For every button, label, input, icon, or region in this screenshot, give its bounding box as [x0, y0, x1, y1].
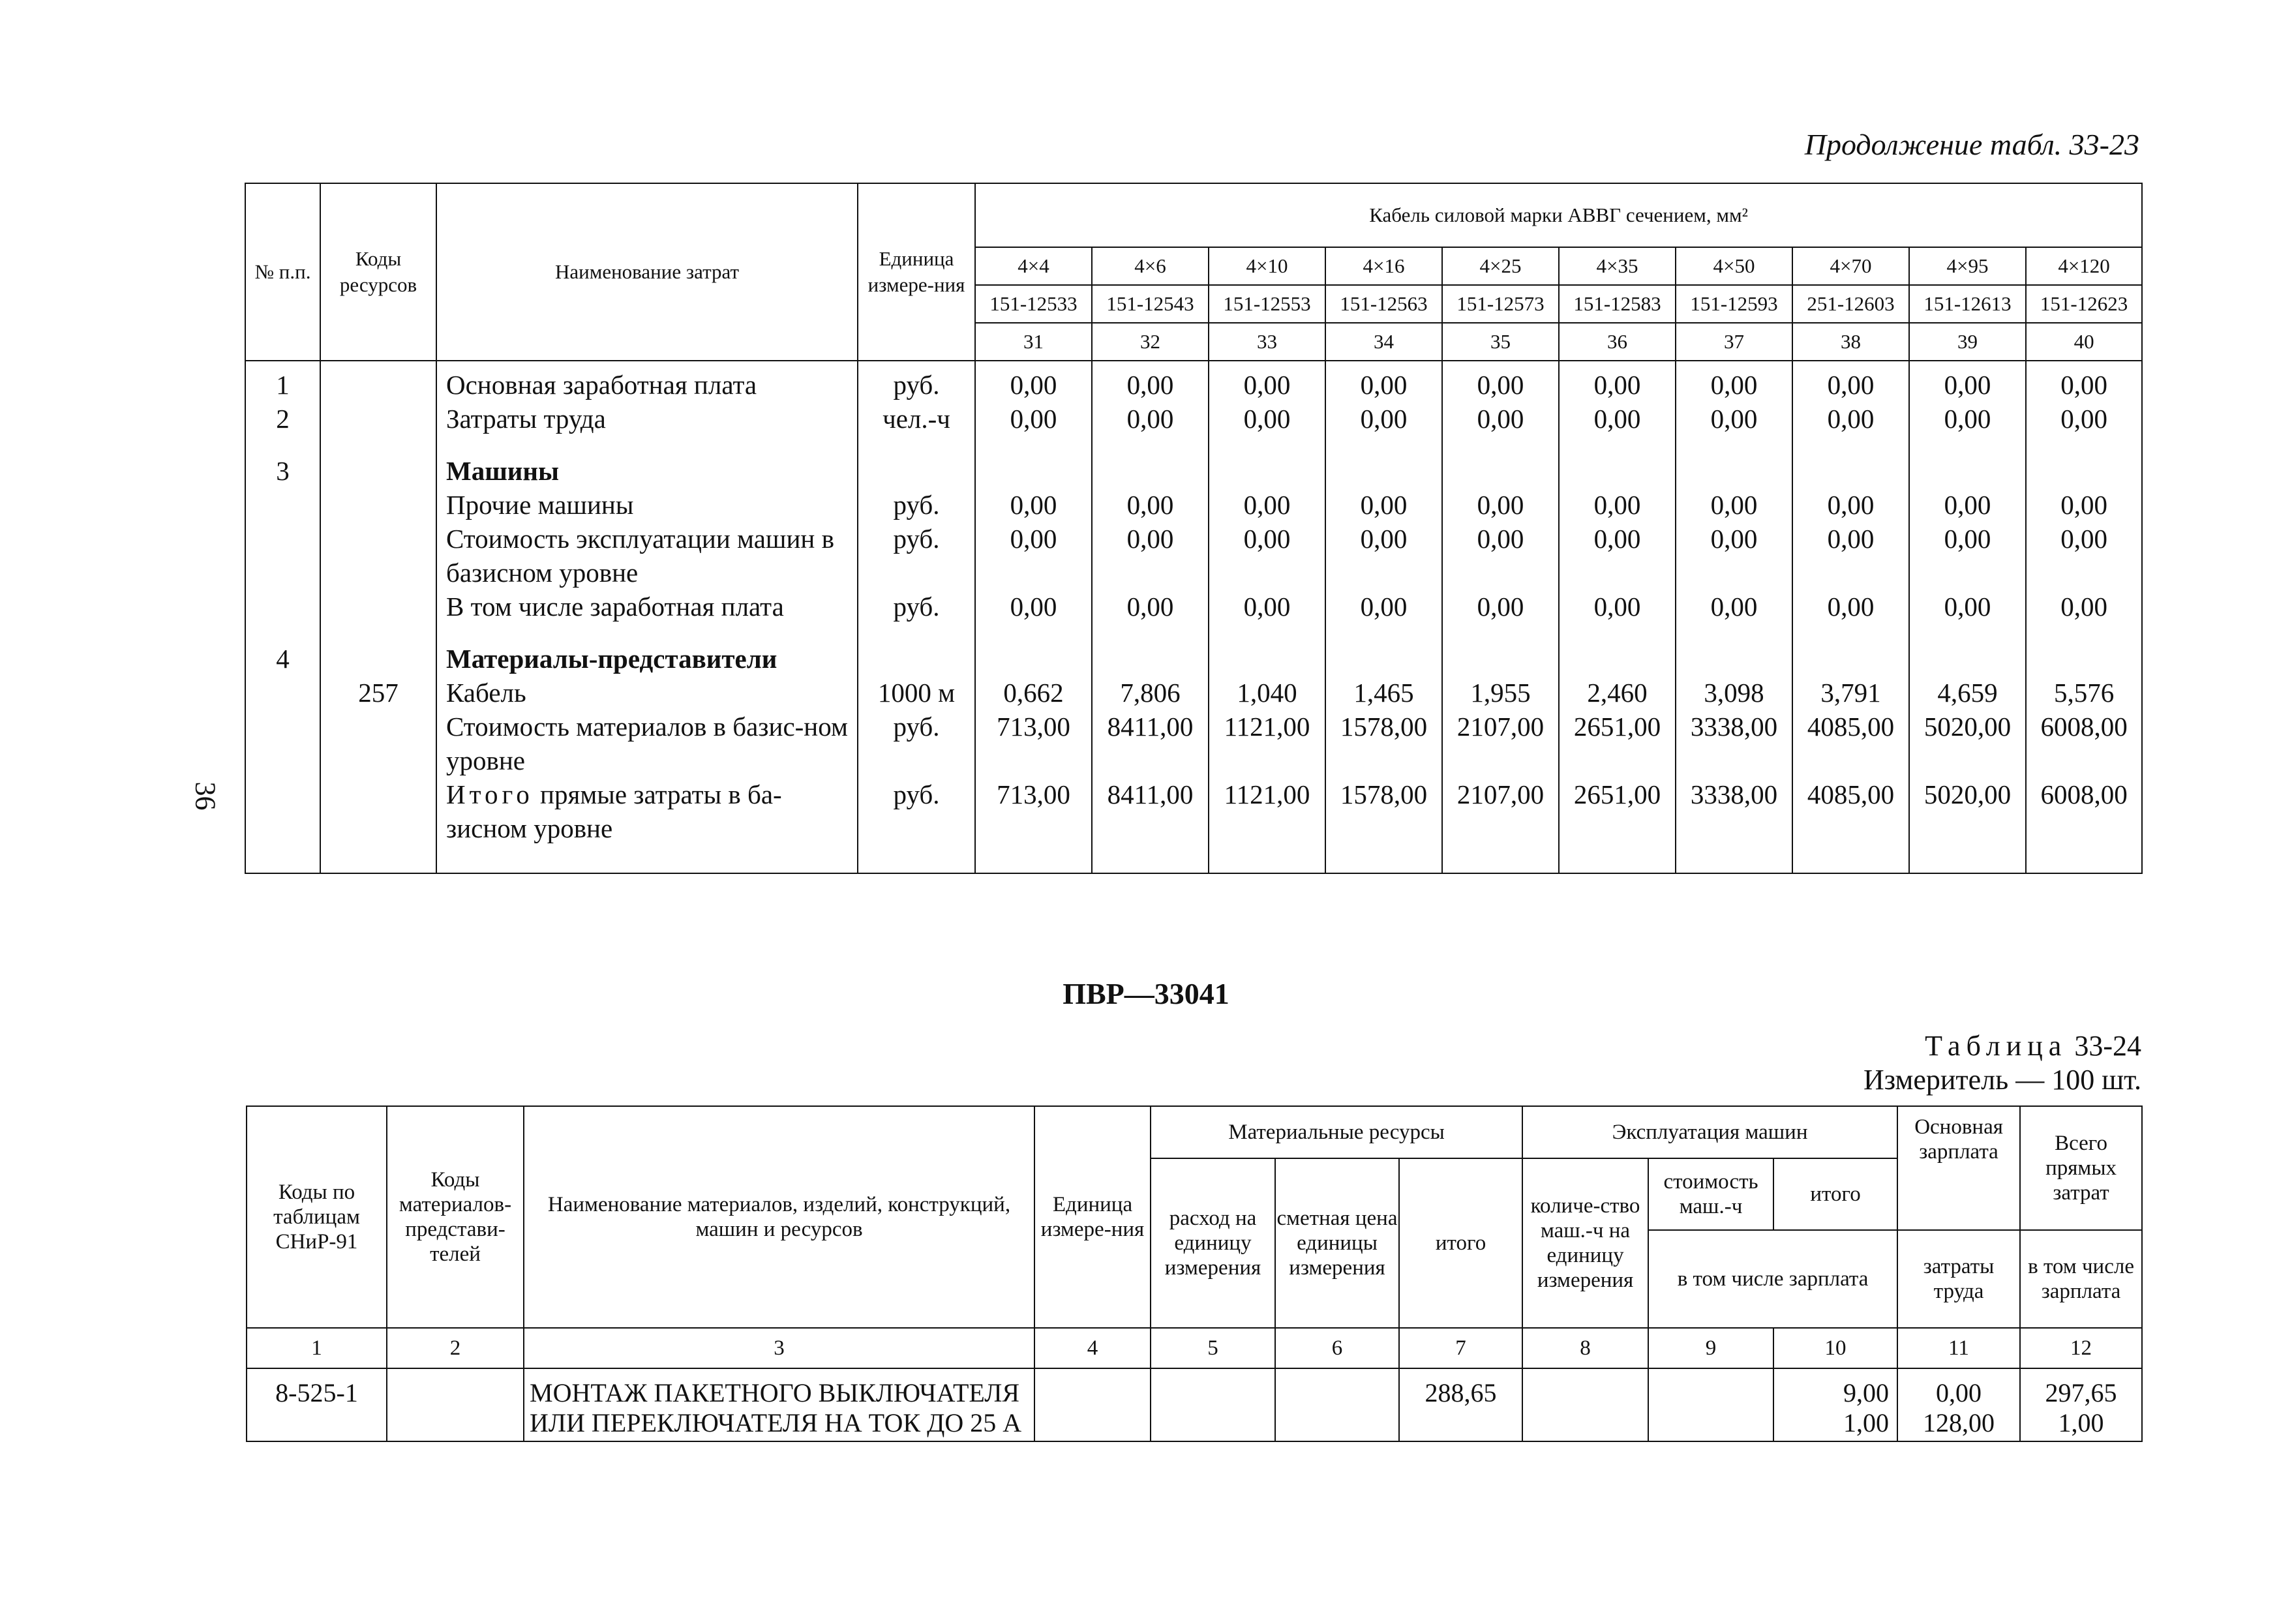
row-resource-code: 257 — [320, 676, 436, 710]
row-value: 0,00 — [1442, 522, 1559, 590]
column-number: 33 — [1209, 323, 1325, 361]
row-value: 0,662 — [975, 676, 1092, 710]
row-name-line1: МОНТАЖ ПАКЕТНОГО ВЫКЛЮЧАТЕЛЯ — [530, 1378, 1020, 1407]
row-value — [1909, 624, 2026, 676]
row-value — [1559, 624, 1676, 676]
row-value: 2107,00 — [1442, 777, 1559, 873]
row-value: 0,00 — [1442, 488, 1559, 522]
column-number: 7 — [1399, 1328, 1522, 1368]
table-row — [245, 402, 2142, 436]
column-number: 11 — [1897, 1328, 2020, 1368]
row-machine-total: 9,00 — [1843, 1378, 1890, 1407]
row-value: 2,460 — [1559, 676, 1676, 710]
row-value: 0,00 — [2026, 590, 2142, 624]
table-row — [245, 710, 2142, 777]
row-value: 0,00 — [1442, 590, 1559, 624]
header-consumption: расход на единицу измерения — [1151, 1158, 1275, 1328]
row-value: 0,00 — [2026, 402, 2142, 436]
row-number — [245, 710, 320, 777]
row-value — [1209, 624, 1325, 676]
row-value: 8411,00 — [1092, 710, 1209, 777]
row-name: Затраты труда — [436, 402, 858, 436]
row-value: 6008,00 — [2026, 777, 2142, 873]
row-value: 4085,00 — [1792, 710, 1909, 777]
row-unit: руб. — [858, 777, 975, 873]
row-resource-code — [320, 710, 436, 777]
resource-code-header: 151-12573 — [1442, 285, 1559, 323]
row-value: 0,00 — [1792, 590, 1909, 624]
continuation-caption: Продолжение табл. 33-23 — [1804, 128, 2139, 161]
row-value: 0,00 — [1909, 522, 2026, 590]
row-value — [1092, 436, 1209, 488]
row-value: 0,00 — [1092, 488, 1209, 522]
column-number: 35 — [1442, 323, 1559, 361]
row-number: 1 — [245, 361, 320, 402]
table-row — [245, 488, 2142, 522]
row-name-line2: ИЛИ ПЕРЕКЛЮЧАТЕЛЯ НА ТОК ДО 25 А — [530, 1408, 1022, 1437]
header-machine-wage: в том числе зарплата — [1648, 1230, 1897, 1328]
row-value: 0,00 — [1676, 590, 1792, 624]
header-no: № п.п. — [245, 183, 320, 361]
row-value: 2651,00 — [1559, 777, 1676, 873]
cable-section-header: 4×95 — [1909, 247, 2026, 285]
row-value — [1325, 624, 1442, 676]
header-material-group: Материальные ресурсы — [1151, 1106, 1522, 1158]
resource-code-header: 251-12603 — [1792, 285, 1909, 323]
row-value: 5,576 — [2026, 676, 2142, 710]
row-machine-qty — [1522, 1368, 1648, 1441]
column-number: 32 — [1092, 323, 1209, 361]
row-value: 1,955 — [1442, 676, 1559, 710]
row-value: 6008,00 — [2026, 710, 2142, 777]
row-name: Кабель — [436, 676, 858, 710]
header-cable-group: Кабель силовой марки АВВГ сечением, мм² — [975, 183, 2142, 247]
row-name: В том числе заработная плата — [436, 590, 858, 624]
row-value: 0,00 — [1442, 402, 1559, 436]
row-value: 0,00 — [1676, 402, 1792, 436]
cable-section-header: 4×120 — [2026, 247, 2142, 285]
row-value: 0,00 — [1325, 522, 1442, 590]
row-value: 3338,00 — [1676, 777, 1792, 873]
table-row — [245, 624, 2142, 676]
row-consumption — [1151, 1368, 1275, 1441]
row-value: 0,00 — [1559, 522, 1676, 590]
row-value: 0,00 — [1676, 522, 1792, 590]
row-value: 0,00 — [1909, 590, 2026, 624]
row-value — [1676, 624, 1792, 676]
row-value: 0,00 — [1909, 361, 2026, 402]
row-wage-values — [1897, 1368, 2020, 1441]
cable-section-header: 4×6 — [1092, 247, 1209, 285]
row-value: 0,00 — [1792, 361, 1909, 402]
meter-label: Измеритель — 100 шт. — [1863, 1064, 2141, 1096]
header-codes-snip: Коды по таблицам СНиР-91 — [247, 1106, 387, 1328]
column-number: 8 — [1522, 1328, 1648, 1368]
row-value — [1792, 624, 1909, 676]
row-value — [1209, 436, 1325, 488]
cable-section-header: 4×4 — [975, 247, 1092, 285]
row-unit: руб. — [858, 522, 975, 590]
row-value: 0,00 — [1209, 590, 1325, 624]
row-name — [524, 1368, 1034, 1441]
row-value: 1121,00 — [1209, 777, 1325, 873]
row-value — [975, 624, 1092, 676]
resource-code-header: 151-12623 — [2026, 285, 2142, 323]
row-value — [2026, 624, 2142, 676]
header-machine-qty: количе-ство маш.-ч на единицу измерения — [1522, 1158, 1648, 1328]
row-unit — [1034, 1368, 1151, 1441]
table-row — [245, 361, 2142, 402]
row-value: 4,659 — [1909, 676, 2026, 710]
cable-section-header: 4×10 — [1209, 247, 1325, 285]
row-value — [1559, 436, 1676, 488]
row-unit — [858, 436, 975, 488]
row-value — [1676, 436, 1792, 488]
column-number: 12 — [2020, 1328, 2142, 1368]
table-label: Таблица — [1925, 1030, 2068, 1062]
row-value: 2651,00 — [1559, 710, 1676, 777]
row-machine-values — [1773, 1368, 1897, 1441]
row-value: 0,00 — [1325, 590, 1442, 624]
column-number: 34 — [1325, 323, 1442, 361]
row-value — [1092, 624, 1209, 676]
row-name: Стоимость эксплуатации машин в базисном уровне — [436, 522, 858, 590]
column-number: 38 — [1792, 323, 1909, 361]
cable-section-header: 4×25 — [1442, 247, 1559, 285]
row-unit: руб. — [858, 710, 975, 777]
header-machines-group: Эксплуатация машин — [1522, 1106, 1897, 1158]
row-value: 0,00 — [1325, 488, 1442, 522]
row-number — [245, 488, 320, 522]
row-name: Прочие машины — [436, 488, 858, 522]
row-number — [245, 522, 320, 590]
row-name: Материалы-представители — [436, 624, 858, 676]
table-row — [245, 777, 2142, 873]
row-value: 0,00 — [1792, 488, 1909, 522]
column-number: 39 — [1909, 323, 2026, 361]
resource-code-header: 151-12553 — [1209, 285, 1325, 323]
row-unit: 1000 м — [858, 676, 975, 710]
row-number: 3 — [245, 436, 320, 488]
table-row — [245, 676, 2142, 710]
column-number: 4 — [1034, 1328, 1151, 1368]
row-number — [245, 777, 320, 873]
row-value — [1792, 436, 1909, 488]
row-number: 2 — [245, 402, 320, 436]
row-incl-wage: 1,00 — [2058, 1408, 2104, 1437]
header-basic-wage: Основная зарплата — [1897, 1106, 2020, 1230]
row-value: 8411,00 — [1092, 777, 1209, 873]
row-direct-values — [2020, 1368, 2142, 1441]
row-value: 1121,00 — [1209, 710, 1325, 777]
row-resource-code — [320, 777, 436, 873]
row-name: Основная заработная плата — [436, 361, 858, 402]
header-codes-materials: Коды материалов-представи-телей — [387, 1106, 524, 1328]
row-value: 0,00 — [1442, 361, 1559, 402]
row-value: 3,791 — [1792, 676, 1909, 710]
row-material-code — [387, 1368, 524, 1441]
row-value: 5020,00 — [1909, 777, 2026, 873]
row-value — [1442, 624, 1559, 676]
row-value: 0,00 — [1325, 402, 1442, 436]
row-unit: руб. — [858, 361, 975, 402]
row-resource-code — [320, 402, 436, 436]
row-value: 0,00 — [1676, 488, 1792, 522]
row-value: 0,00 — [1209, 402, 1325, 436]
column-number: 40 — [2026, 323, 2142, 361]
column-number: 31 — [975, 323, 1092, 361]
resource-code-header: 151-12543 — [1092, 285, 1209, 323]
row-value: 0,00 — [1325, 361, 1442, 402]
row-value: 0,00 — [975, 361, 1092, 402]
cable-section-header: 4×70 — [1792, 247, 1909, 285]
row-resource-code — [320, 436, 436, 488]
resource-code-header: 151-12613 — [1909, 285, 2026, 323]
row-resource-code — [320, 488, 436, 522]
resource-cost-table — [245, 183, 2143, 874]
row-resource-code — [320, 624, 436, 676]
row-value: 0,00 — [1559, 361, 1676, 402]
row-machine-cost — [1648, 1368, 1773, 1441]
row-value: 0,00 — [1909, 488, 2026, 522]
row-value: 4085,00 — [1792, 777, 1909, 873]
cable-section-header: 4×35 — [1559, 247, 1676, 285]
header-material-total: итого — [1399, 1158, 1522, 1328]
header-name: Наименование затрат — [436, 183, 858, 361]
row-value: 0,00 — [1676, 361, 1792, 402]
row-unit — [858, 624, 975, 676]
row-value — [1442, 436, 1559, 488]
row-value: 0,00 — [2026, 361, 2142, 402]
cable-section-header: 4×50 — [1676, 247, 1792, 285]
resource-code-header: 151-12563 — [1325, 285, 1442, 323]
header-unit: Единица измере-ния — [858, 183, 975, 361]
row-value — [975, 436, 1092, 488]
row-value: 2107,00 — [1442, 710, 1559, 777]
row-material-total: 288,65 — [1399, 1368, 1522, 1441]
row-value: 0,00 — [1209, 361, 1325, 402]
row-value: 713,00 — [975, 710, 1092, 777]
row-basic-wage: 0,00 — [1936, 1378, 1982, 1407]
row-total-direct: 297,65 — [2045, 1378, 2117, 1407]
table2-caption — [1696, 1029, 2141, 1097]
row-value: 1578,00 — [1325, 710, 1442, 777]
header-labor: затраты труда — [1897, 1230, 2020, 1328]
resource-code-header: 151-12593 — [1676, 285, 1792, 323]
row-value: 0,00 — [1092, 590, 1209, 624]
row-name: Стоимость материалов в базис-ном уровне — [436, 710, 858, 777]
row-number: 4 — [245, 624, 320, 676]
row-value: 0,00 — [2026, 522, 2142, 590]
resource-code-header: 151-12533 — [975, 285, 1092, 323]
row-machine-wage: 1,00 — [1843, 1408, 1890, 1437]
header-unit: Единица измере-ния — [1034, 1106, 1151, 1328]
column-number: 9 — [1648, 1328, 1773, 1368]
row-value: 3,098 — [1676, 676, 1792, 710]
row-value: 0,00 — [975, 488, 1092, 522]
row-resource-code — [320, 590, 436, 624]
resource-code-header: 151-12583 — [1559, 285, 1676, 323]
header-machine-cost: стоимость маш.-ч — [1648, 1158, 1773, 1230]
row-value: 0,00 — [1559, 590, 1676, 624]
row-resource-code — [320, 361, 436, 402]
row-value: 0,00 — [1559, 402, 1676, 436]
row-number — [245, 676, 320, 710]
table-row — [245, 436, 2142, 488]
row-value: 0,00 — [1092, 361, 1209, 402]
header-name: Наименование материалов, изделий, конструкций, машин и ресурсов — [524, 1106, 1034, 1328]
row-value: 1,040 — [1209, 676, 1325, 710]
section-title: ПВР—33041 — [1063, 977, 1229, 1010]
row-value: 0,00 — [1092, 522, 1209, 590]
row-value: 0,00 — [1559, 488, 1676, 522]
column-number: 2 — [387, 1328, 524, 1368]
row-unit: руб. — [858, 590, 975, 624]
row-number — [245, 590, 320, 624]
column-number: 5 — [1151, 1328, 1275, 1368]
row-unit: руб. — [858, 488, 975, 522]
row-value: 3338,00 — [1676, 710, 1792, 777]
row-value: 0,00 — [1209, 522, 1325, 590]
column-number: 3 — [524, 1328, 1034, 1368]
table-row — [245, 522, 2142, 590]
row-value: 0,00 — [2026, 488, 2142, 522]
row-value: 0,00 — [1792, 402, 1909, 436]
header-machine-total: итого — [1773, 1158, 1897, 1230]
row-value: 0,00 — [975, 590, 1092, 624]
table-number: 33-24 — [2074, 1030, 2141, 1062]
row-unit: чел.-ч — [858, 402, 975, 436]
row-value: 1,465 — [1325, 676, 1442, 710]
column-number: 1 — [247, 1328, 387, 1368]
row-value: 5020,00 — [1909, 710, 2026, 777]
column-number: 10 — [1773, 1328, 1897, 1368]
header-total-direct: Всего прямых затрат — [2020, 1106, 2142, 1230]
row-value: 7,806 — [1092, 676, 1209, 710]
row-name: Итого прямые затраты в ба-зисном уровне — [436, 777, 858, 873]
table-row — [245, 590, 2142, 624]
column-number: 37 — [1676, 323, 1792, 361]
header-estimated-price: сметная цена единицы измерения — [1275, 1158, 1399, 1328]
header-incl-wage: в том числе зарплата — [2020, 1230, 2142, 1328]
row-code: 8-525-1 — [247, 1368, 387, 1441]
page-number: 36 — [189, 781, 222, 811]
pvr-table — [246, 1105, 2143, 1442]
row-value: 1578,00 — [1325, 777, 1442, 873]
row-value — [2026, 436, 2142, 488]
row-value: 0,00 — [1792, 522, 1909, 590]
column-number: 36 — [1559, 323, 1676, 361]
row-value — [1325, 436, 1442, 488]
row-value: 0,00 — [1909, 402, 2026, 436]
row-resource-code — [320, 522, 436, 590]
row-value: 0,00 — [1209, 488, 1325, 522]
row-value: 713,00 — [975, 777, 1092, 873]
row-name: Машины — [436, 436, 858, 488]
column-number: 6 — [1275, 1328, 1399, 1368]
row-estimated-price — [1275, 1368, 1399, 1441]
header-codes: Коды ресурсов — [320, 183, 436, 361]
row-value: 0,00 — [975, 522, 1092, 590]
cable-section-header: 4×16 — [1325, 247, 1442, 285]
row-value: 0,00 — [975, 402, 1092, 436]
row-labor: 128,00 — [1923, 1408, 1995, 1437]
row-value: 0,00 — [1092, 402, 1209, 436]
row-value — [1909, 436, 2026, 488]
